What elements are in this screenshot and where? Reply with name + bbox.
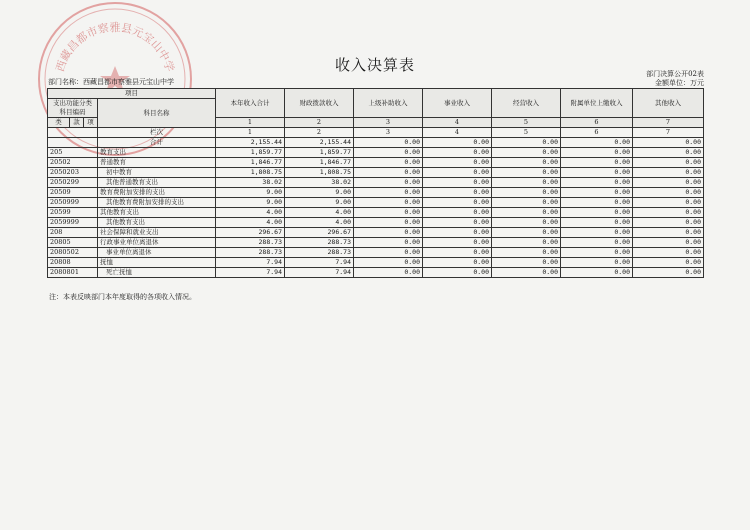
amount-cell: 0.00 bbox=[423, 178, 492, 188]
department-name: 部门名称：西藏昌都市察雅县元宝山中学 bbox=[48, 78, 174, 86]
subject-name: 初中教育 bbox=[98, 168, 216, 178]
function-code: 20805 bbox=[48, 238, 98, 248]
amount-cell: 7.94 bbox=[216, 268, 285, 278]
total-blank bbox=[48, 138, 98, 148]
function-code: 20502 bbox=[48, 158, 98, 168]
function-code: 2050299 bbox=[48, 178, 98, 188]
page-title: 收入决算表 bbox=[334, 56, 415, 74]
table-row bbox=[48, 148, 704, 158]
amount-cell: 0.00 bbox=[492, 168, 561, 178]
amount-cell: 0.00 bbox=[633, 258, 704, 268]
amount-cell: 0.00 bbox=[633, 168, 704, 178]
lanci-num-4: 4 bbox=[423, 128, 492, 138]
function-code: 205 bbox=[48, 148, 98, 158]
amount-cell: 0.00 bbox=[354, 238, 423, 248]
amount-cell: 0.00 bbox=[423, 218, 492, 228]
amount-cell: 0.00 bbox=[633, 238, 704, 248]
lanci-num-3: 3 bbox=[354, 128, 423, 138]
lanci-row bbox=[48, 128, 704, 138]
total-value: 0.00 bbox=[561, 138, 633, 148]
lanci-num-2: 2 bbox=[285, 128, 354, 138]
table-row bbox=[48, 188, 704, 198]
amount-cell: 0.00 bbox=[561, 208, 633, 218]
amount-cell: 0.00 bbox=[423, 208, 492, 218]
amount-cell: 0.00 bbox=[561, 188, 633, 198]
header-row-project bbox=[48, 89, 704, 99]
lanci-blank bbox=[48, 128, 98, 138]
col-number-1: 1 bbox=[216, 118, 285, 128]
amount-cell: 0.00 bbox=[633, 188, 704, 198]
subject-name: 普通教育 bbox=[98, 158, 216, 168]
subject-name: 其他普通教育支出 bbox=[98, 178, 216, 188]
function-code: 2050203 bbox=[48, 168, 98, 178]
amount-cell: 0.00 bbox=[492, 228, 561, 238]
subject-name: 行政事业单位离退休 bbox=[98, 238, 216, 248]
amount-cell: 0.00 bbox=[423, 248, 492, 258]
lanci-num-1: 1 bbox=[216, 128, 285, 138]
col-header-5: 经营收入 bbox=[492, 89, 561, 118]
col-header-7: 其他收入 bbox=[633, 89, 704, 118]
amount-cell: 0.00 bbox=[423, 188, 492, 198]
amount-cell: 288.73 bbox=[285, 238, 354, 248]
amount-cell: 0.00 bbox=[492, 238, 561, 248]
amount-cell: 0.00 bbox=[561, 148, 633, 158]
table-row bbox=[48, 238, 704, 248]
amount-cell: 4.00 bbox=[216, 218, 285, 228]
subject-name: 其他教育支出 bbox=[98, 218, 216, 228]
amount-cell: 0.00 bbox=[423, 148, 492, 158]
amount-cell: 4.00 bbox=[216, 208, 285, 218]
table-row bbox=[48, 228, 704, 238]
data-rows bbox=[48, 148, 704, 278]
col-header-4: 事业收入 bbox=[423, 89, 492, 118]
amount-cell: 0.00 bbox=[561, 258, 633, 268]
amount-cell: 0.00 bbox=[354, 148, 423, 158]
amount-cell: 288.73 bbox=[285, 248, 354, 258]
lanci-label: 栏次 bbox=[98, 128, 216, 138]
amount-cell: 0.00 bbox=[561, 168, 633, 178]
amount-cell: 288.73 bbox=[216, 248, 285, 258]
amount-cell: 296.67 bbox=[216, 228, 285, 238]
amount-cell: 0.00 bbox=[633, 158, 704, 168]
amount-cell: 7.94 bbox=[285, 268, 354, 278]
lei-header: 类 bbox=[48, 118, 70, 128]
amount-cell: 0.00 bbox=[492, 208, 561, 218]
amount-cell: 0.00 bbox=[354, 188, 423, 198]
lanci-num-5: 5 bbox=[492, 128, 561, 138]
amount-cell: 38.02 bbox=[285, 178, 354, 188]
subject-name: 其他教育支出 bbox=[98, 208, 216, 218]
amount-cell: 0.00 bbox=[492, 198, 561, 208]
col-number-4: 4 bbox=[423, 118, 492, 128]
amount-cell: 0.00 bbox=[423, 168, 492, 178]
col-number-7: 7 bbox=[633, 118, 704, 128]
subject-name: 教育费附加安排的支出 bbox=[98, 188, 216, 198]
total-label: 合计 bbox=[98, 138, 216, 148]
amount-cell: 0.00 bbox=[633, 148, 704, 158]
amount-cell: 0.00 bbox=[492, 218, 561, 228]
amount-cell: 7.94 bbox=[216, 258, 285, 268]
amount-cell: 0.00 bbox=[354, 178, 423, 188]
amount-cell: 0.00 bbox=[561, 158, 633, 168]
amount-cell: 1,808.75 bbox=[285, 168, 354, 178]
col-header-3: 上级补助收入 bbox=[354, 89, 423, 118]
amount-cell: 0.00 bbox=[354, 198, 423, 208]
lanci-num-6: 6 bbox=[561, 128, 633, 138]
total-value: 0.00 bbox=[423, 138, 492, 148]
function-code: 2080801 bbox=[48, 268, 98, 278]
col-number-6: 6 bbox=[561, 118, 633, 128]
amount-cell: 0.00 bbox=[561, 268, 633, 278]
amount-cell: 0.00 bbox=[633, 198, 704, 208]
amount-cell: 0.00 bbox=[561, 248, 633, 258]
amount-cell: 0.00 bbox=[633, 208, 704, 218]
function-code: 2080502 bbox=[48, 248, 98, 258]
col-header-2: 财政拨款收入 bbox=[285, 89, 354, 118]
amount-cell: 0.00 bbox=[423, 238, 492, 248]
amount-cell: 7.94 bbox=[285, 258, 354, 268]
col-number-5: 5 bbox=[492, 118, 561, 128]
amount-cell: 0.00 bbox=[354, 208, 423, 218]
amount-cell: 4.00 bbox=[285, 208, 354, 218]
subject-name: 死亡抚恤 bbox=[98, 268, 216, 278]
unit-label: 金额单位：万元 bbox=[655, 79, 704, 87]
income-table bbox=[47, 88, 704, 278]
amount-cell: 288.73 bbox=[216, 238, 285, 248]
col-header-6: 附属单位上缴收入 bbox=[561, 89, 633, 118]
amount-cell: 0.00 bbox=[423, 258, 492, 268]
total-value: 0.00 bbox=[633, 138, 704, 148]
table-row bbox=[48, 168, 704, 178]
amount-cell: 1,808.75 bbox=[216, 168, 285, 178]
table-row bbox=[48, 218, 704, 228]
function-code: 20808 bbox=[48, 258, 98, 268]
amount-cell: 9.00 bbox=[285, 198, 354, 208]
amount-cell: 0.00 bbox=[561, 218, 633, 228]
footnote: 注：本表反映部门本年度取得的各项收入情况。 bbox=[49, 293, 196, 301]
subject-name: 教育支出 bbox=[98, 148, 216, 158]
amount-cell: 0.00 bbox=[492, 158, 561, 168]
amount-cell: 0.00 bbox=[633, 178, 704, 188]
amount-cell: 0.00 bbox=[423, 198, 492, 208]
amount-cell: 296.67 bbox=[285, 228, 354, 238]
project-header: 项目 bbox=[48, 89, 216, 99]
col-header-1: 本年收入合计 bbox=[216, 89, 285, 118]
amount-cell: 0.00 bbox=[423, 268, 492, 278]
amount-cell: 4.00 bbox=[285, 218, 354, 228]
amount-cell: 9.00 bbox=[216, 188, 285, 198]
function-code: 208 bbox=[48, 228, 98, 238]
amount-cell: 38.02 bbox=[216, 178, 285, 188]
amount-cell: 0.00 bbox=[561, 228, 633, 238]
table-row bbox=[48, 268, 704, 278]
xiang-header: 项 bbox=[84, 118, 98, 128]
subject-name: 社会保障和就业支出 bbox=[98, 228, 216, 238]
total-row bbox=[48, 138, 704, 148]
amount-cell: 0.00 bbox=[492, 178, 561, 188]
name-column-header: 科目名称 bbox=[98, 99, 216, 128]
amount-cell: 0.00 bbox=[561, 238, 633, 248]
subject-name: 抚恤 bbox=[98, 258, 216, 268]
code-column-header: 支出功能分类科目编码 bbox=[48, 99, 98, 118]
amount-cell: 1,859.77 bbox=[285, 148, 354, 158]
amount-cell: 9.00 bbox=[216, 198, 285, 208]
amount-cell: 0.00 bbox=[492, 268, 561, 278]
function-code: 20599 bbox=[48, 208, 98, 218]
total-value: 0.00 bbox=[354, 138, 423, 148]
total-value: 2,155.44 bbox=[216, 138, 285, 148]
amount-cell: 0.00 bbox=[354, 248, 423, 258]
table-row bbox=[48, 248, 704, 258]
col-number-2: 2 bbox=[285, 118, 354, 128]
amount-cell: 0.00 bbox=[354, 228, 423, 238]
total-value: 0.00 bbox=[492, 138, 561, 148]
function-code: 20509 bbox=[48, 188, 98, 198]
amount-cell: 0.00 bbox=[492, 258, 561, 268]
amount-cell: 0.00 bbox=[561, 178, 633, 188]
amount-cell: 1,846.77 bbox=[216, 158, 285, 168]
amount-cell: 1,846.77 bbox=[285, 158, 354, 168]
function-code: 2059999 bbox=[48, 218, 98, 228]
amount-cell: 0.00 bbox=[633, 218, 704, 228]
function-code: 2050999 bbox=[48, 198, 98, 208]
total-value: 2,155.44 bbox=[285, 138, 354, 148]
amount-cell: 1,859.77 bbox=[216, 148, 285, 158]
amount-cell: 0.00 bbox=[423, 228, 492, 238]
amount-cell: 0.00 bbox=[492, 148, 561, 158]
form-code: 部门决算公开02表 bbox=[646, 70, 704, 78]
subject-name: 其他教育费附加安排的支出 bbox=[98, 198, 216, 208]
table-row bbox=[48, 258, 704, 268]
table-row bbox=[48, 178, 704, 188]
amount-cell: 0.00 bbox=[633, 268, 704, 278]
kuan-header: 款 bbox=[70, 118, 84, 128]
amount-cell: 0.00 bbox=[354, 258, 423, 268]
amount-cell: 0.00 bbox=[492, 188, 561, 198]
col-number-3: 3 bbox=[354, 118, 423, 128]
amount-cell: 0.00 bbox=[561, 198, 633, 208]
amount-cell: 0.00 bbox=[633, 248, 704, 258]
svg-text:西藏昌都市察雅县元宝山中学: 西藏昌都市察雅县元宝山中学 bbox=[53, 21, 177, 74]
amount-cell: 0.00 bbox=[354, 168, 423, 178]
amount-cell: 0.00 bbox=[354, 158, 423, 168]
amount-cell: 0.00 bbox=[633, 228, 704, 238]
subject-name: 事业单位离退休 bbox=[98, 248, 216, 258]
amount-cell: 9.00 bbox=[285, 188, 354, 198]
table-row bbox=[48, 158, 704, 168]
amount-cell: 0.00 bbox=[423, 158, 492, 168]
amount-cell: 0.00 bbox=[354, 218, 423, 228]
amount-cell: 0.00 bbox=[492, 248, 561, 258]
table-row bbox=[48, 198, 704, 208]
form-meta bbox=[646, 70, 704, 88]
table-row bbox=[48, 208, 704, 218]
lanci-num-7: 7 bbox=[633, 128, 704, 138]
amount-cell: 0.00 bbox=[354, 268, 423, 278]
